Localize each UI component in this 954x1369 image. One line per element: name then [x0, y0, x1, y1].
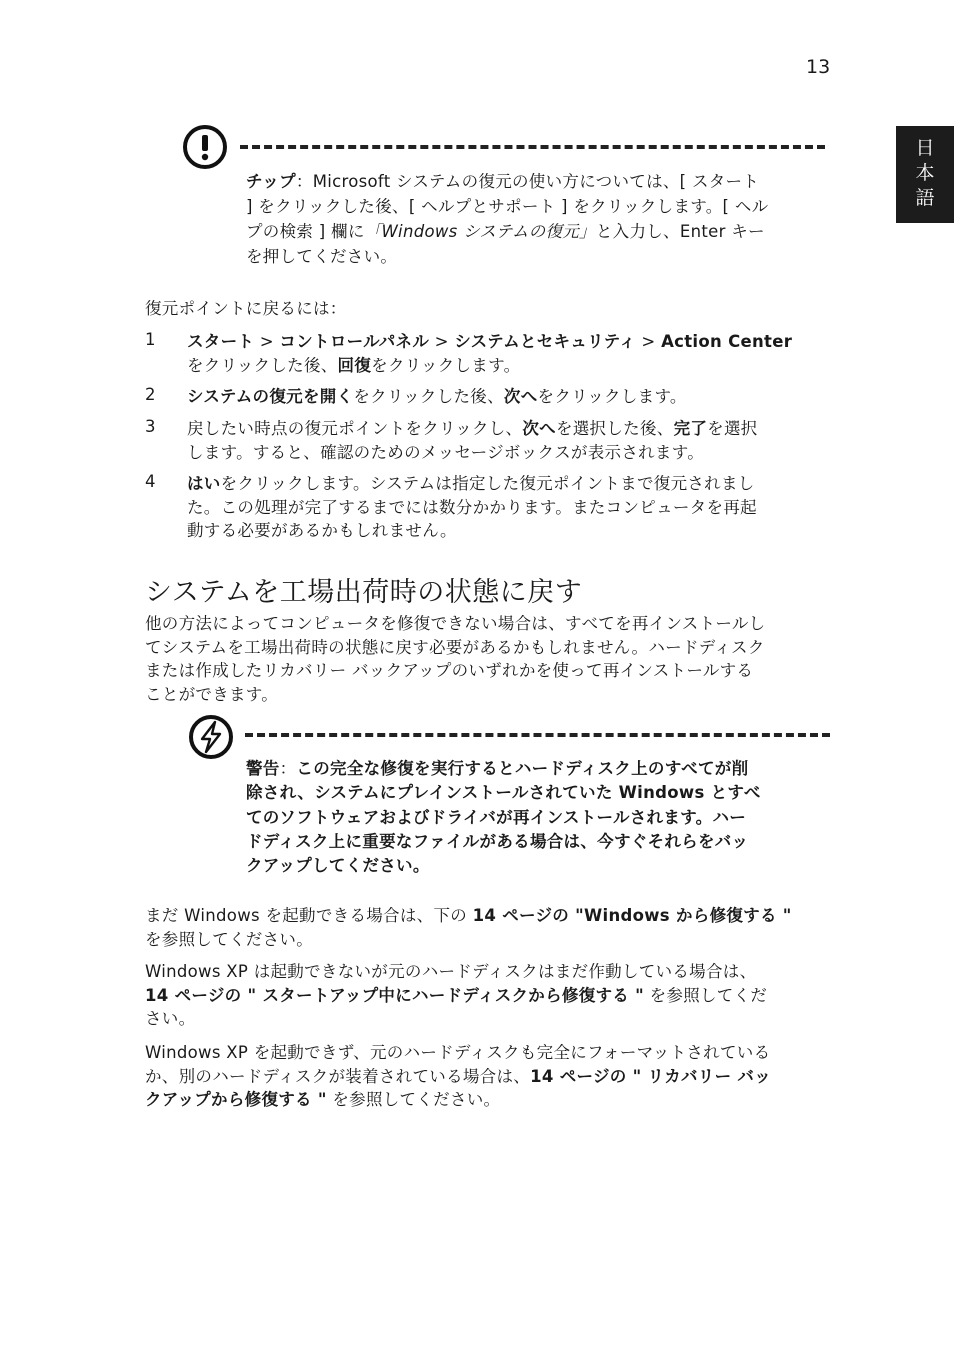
step-2 [187, 385, 827, 409]
step-1-sep: > [429, 332, 455, 351]
p2-text: を参照してくだ [644, 985, 768, 1005]
step-number: 2 [145, 385, 156, 404]
section-heading: システムを工場出荷時の状態に戻す [145, 577, 583, 608]
p2-page-ref[interactable]: 14 ページの " スタートアップ中にハードディスクから修復する " [145, 985, 645, 1005]
p3-line-1: Windows XP を起動できず、元のハードディスクも完全にフォーマットされている [145, 1043, 771, 1062]
tip-line-1: Microsoft システムの復元の使い方については、[ スタート [312, 172, 760, 191]
step-3-text: を選択した後、 [555, 419, 674, 438]
language-tab [896, 126, 954, 223]
tip-line-4: を押してください。 [246, 247, 398, 266]
step-2-open-restore: システムの復元を開く [187, 387, 354, 406]
step-4-text: をクリックします。システムは指定した復元ポイントまで復元されまし [220, 474, 755, 493]
step-1-recovery: 回復 [337, 355, 372, 375]
step-number: 3 [145, 417, 156, 436]
paragraph-3 [145, 1041, 835, 1112]
lightning-warning-icon [188, 714, 234, 760]
warning-line-2: 除され、システムにプレインストールされていた Windows とすべ [246, 783, 761, 803]
step-number: 1 [145, 330, 156, 349]
step-number: 4 [145, 472, 156, 491]
tip-line-3a: プの検索 ] 欄に [246, 222, 365, 241]
step-3-next: 次へ [522, 419, 556, 438]
step-4-yes: はい [187, 474, 221, 493]
step-1-control-panel: コントロールパネル [279, 332, 430, 351]
language-tab-char: 日 [915, 137, 935, 159]
tip-italic: 「Windows システムの復元」 [364, 222, 596, 241]
step-1-action-center: Action Center [661, 332, 793, 351]
step-3-text: を選択 [707, 419, 758, 438]
step-1-start: スタート [187, 332, 255, 351]
step-2-next: 次へ [503, 387, 538, 406]
exclamation-icon [182, 124, 228, 170]
step-1-text: をクリックした後、 [187, 355, 338, 375]
step-1-sep: > [254, 332, 280, 351]
step-3-text: 戻したい時点の復元ポイントをクリックし、 [187, 419, 523, 438]
section-paragraph [145, 612, 835, 706]
p3-text: か、別のハードディスクが装着されている場合は、 [145, 1066, 531, 1086]
step-4 [187, 472, 827, 543]
tip-label: チップ [246, 172, 296, 191]
step-1-system-security: システムとセキュリティ [454, 332, 636, 351]
p3-page-ref[interactable]: 14 ページの " リカバリー バッ [530, 1066, 772, 1086]
warning-line-4: ドディスク上に重要なファイルがある場合は、今すぐそれらをバッ [246, 831, 749, 851]
step-2-text: をクリックした後、 [353, 387, 504, 406]
p1-text: まだ Windows を起動できる場合は、下の [145, 906, 473, 925]
p3-page-ref[interactable]: クアップから修復する " [145, 1090, 327, 1109]
warning-sep: ： [279, 759, 297, 778]
step-3 [187, 417, 827, 464]
step-3-line-2: します。すると、確認のためのメッセージボックスが表示されます。 [187, 442, 705, 462]
p1-page-ref[interactable]: 14 ページの "Windows から修復する " [472, 906, 792, 925]
language-tab-char: 語 [915, 187, 935, 209]
tip-line-3c: と入力し、Enter キー [595, 222, 765, 241]
note-divider [245, 733, 830, 737]
warning-line-5: クアップしてください。 [246, 856, 430, 876]
section-line: 他の方法によってコンピュータを修復できない場合は、すべてを再インストールし [145, 614, 766, 633]
warning-label: 警告 [246, 759, 280, 778]
section-line: または作成したリカバリー バックアップのいずれかを使って再インストールする [145, 661, 754, 680]
step-1-text: をクリックします。 [371, 355, 521, 375]
step-4-line-3: 動する必要があるかもしれません。 [187, 521, 457, 540]
tip-note [246, 169, 836, 269]
note-divider [240, 145, 825, 149]
paragraph-1 [145, 904, 835, 951]
page-number: 13 [806, 56, 831, 78]
step-1 [187, 330, 827, 377]
p1-text: を参照してください。 [145, 929, 313, 949]
step-3-finish: 完了 [673, 419, 708, 438]
tip-line-2: ] をクリックした後、[ ヘルプとサポート ] をクリックします。[ ヘル [246, 197, 769, 216]
warning-line-3: てのソフトウェアおよびドライバが再インストールされます。ハー [246, 807, 747, 827]
step-2-text: をクリックします。 [537, 387, 687, 406]
p2-line-3: さい。 [145, 1009, 196, 1028]
warning-note [246, 757, 836, 878]
section-line: てシステムを工場出荷時の状態に戻す必要があるかもしれません。ハードディスク [145, 637, 765, 657]
paragraph-2 [145, 960, 835, 1031]
step-1-sep: > [635, 332, 662, 351]
step-4-line-2: た。この処理が完了するまでには数分かかります。またコンピュータを再起 [187, 497, 757, 517]
warning-line-1: この完全な修復を実行するとハードディスク上のすべてが削 [296, 759, 749, 778]
p3-text: を参照してください。 [326, 1090, 501, 1109]
tip-sep: ： [295, 172, 313, 191]
restore-intro: 復元ポイントに戻るには： [145, 299, 347, 318]
section-line: ことができます。 [145, 684, 279, 704]
p2-line-1: Windows XP は起動できないが元のハードディスクはまだ作動している場合は、 [145, 962, 757, 981]
language-tab-char: 本 [915, 162, 935, 184]
